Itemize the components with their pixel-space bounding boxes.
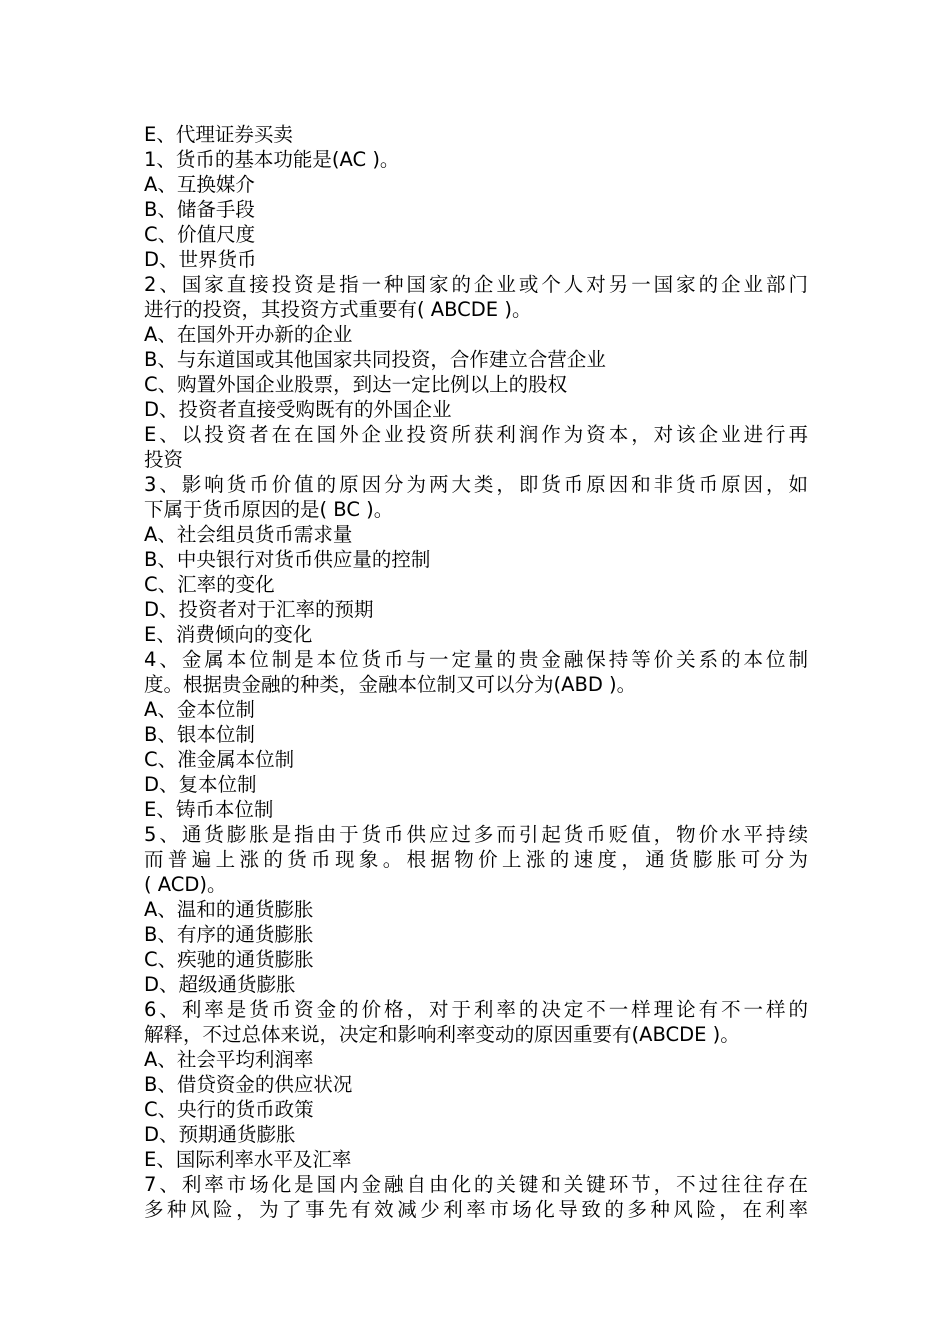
text-line: E、代理证券买卖 xyxy=(144,123,293,146)
option-e: E、以投资者在在国外企业投资所获利润作为资本，对该企业进行再 xyxy=(144,423,808,446)
option-b: B、与东道国或其他国家共同投资，合作建立合营企业 xyxy=(144,348,606,371)
question-5-cont: ( ACD)。 xyxy=(144,873,227,896)
option-e: E、消费倾向的变化 xyxy=(144,623,313,646)
question-7: 7、利率市场化是国内金融自由化的关键和关键环节，不过往往存在 xyxy=(144,1173,808,1196)
option-c: C、央行的货币政策 xyxy=(144,1098,314,1121)
question-6-cont: 解释，不过总体来说，决定和影响利率变动的原因重要有(ABCDE )。 xyxy=(144,1023,740,1046)
option-a: A、社会组员货币需求量 xyxy=(144,523,353,546)
option-a: A、社会平均利润率 xyxy=(144,1048,314,1071)
option-e: E、国际利率水平及汇率 xyxy=(144,1148,352,1171)
option-a: A、互换媒介 xyxy=(144,173,255,196)
option-c: C、疾驰的通货膨胀 xyxy=(144,948,314,971)
option-d: D、世界货币 xyxy=(144,248,257,271)
option-b: B、有序的通货膨胀 xyxy=(144,923,314,946)
option-d: D、预期通货膨胀 xyxy=(144,1123,296,1146)
option-b: B、借贷资金的供应状况 xyxy=(144,1073,353,1096)
option-d: D、投资者对于汇率的预期 xyxy=(144,598,374,621)
option-c: C、准金属本位制 xyxy=(144,748,295,771)
option-d: D、超级通货膨胀 xyxy=(144,973,296,996)
question-1: 1、货币的基本功能是(AC )。 xyxy=(144,148,400,171)
option-a: A、温和的通货膨胀 xyxy=(144,898,314,921)
option-b: B、中央银行对货币供应量的控制 xyxy=(144,548,431,571)
option-a: A、金本位制 xyxy=(144,698,255,721)
question-3-cont: 下属于货币原因的是( BC )。 xyxy=(144,498,394,521)
option-e: E、铸币本位制 xyxy=(144,798,274,821)
question-7-cont: 多种风险，为了事先有效减少利率市场化导致的多种风险，在利率 xyxy=(144,1198,808,1221)
option-c: C、价值尺度 xyxy=(144,223,256,246)
question-4-cont: 度。根据贵金融的种类，金融本位制又可以分为(ABD )。 xyxy=(144,673,637,696)
option-d: D、复本位制 xyxy=(144,773,257,796)
option-b: B、储备手段 xyxy=(144,198,255,221)
question-6: 6、利率是货币资金的价格，对于利率的决定不一样理论有不一样的 xyxy=(144,998,808,1021)
question-2: 2、国家直接投资是指一种国家的企业或个人对另一国家的企业部门 xyxy=(144,273,808,296)
option-a: A、在国外开办新的企业 xyxy=(144,323,353,346)
document-page xyxy=(144,122,808,1222)
question-5: 5、通货膨胀是指由于货币供应过多而引起货币贬值，物价水平持续 xyxy=(144,823,808,846)
question-4: 4、金属本位制是本位货币与一定量的贵金融保持等价关系的本位制 xyxy=(144,648,808,671)
option-d: D、投资者直接受购既有的外国企业 xyxy=(144,398,452,421)
option-c: C、汇率的变化 xyxy=(144,573,275,596)
question-2-cont: 进行的投资，其投资方式重要有( ABCDE )。 xyxy=(144,298,532,321)
question-5-cont: 而普遍上涨的货币现象。根据物价上涨的速度，通货膨胀可分为 xyxy=(144,848,808,871)
option-b: B、银本位制 xyxy=(144,723,255,746)
option-e-cont: 投资 xyxy=(144,448,184,471)
option-c: C、购置外国企业股票，到达一定比例以上的股权 xyxy=(144,373,568,396)
question-3: 3、影响货币价值的原因分为两大类，即货币原因和非货币原因，如 xyxy=(144,473,808,496)
